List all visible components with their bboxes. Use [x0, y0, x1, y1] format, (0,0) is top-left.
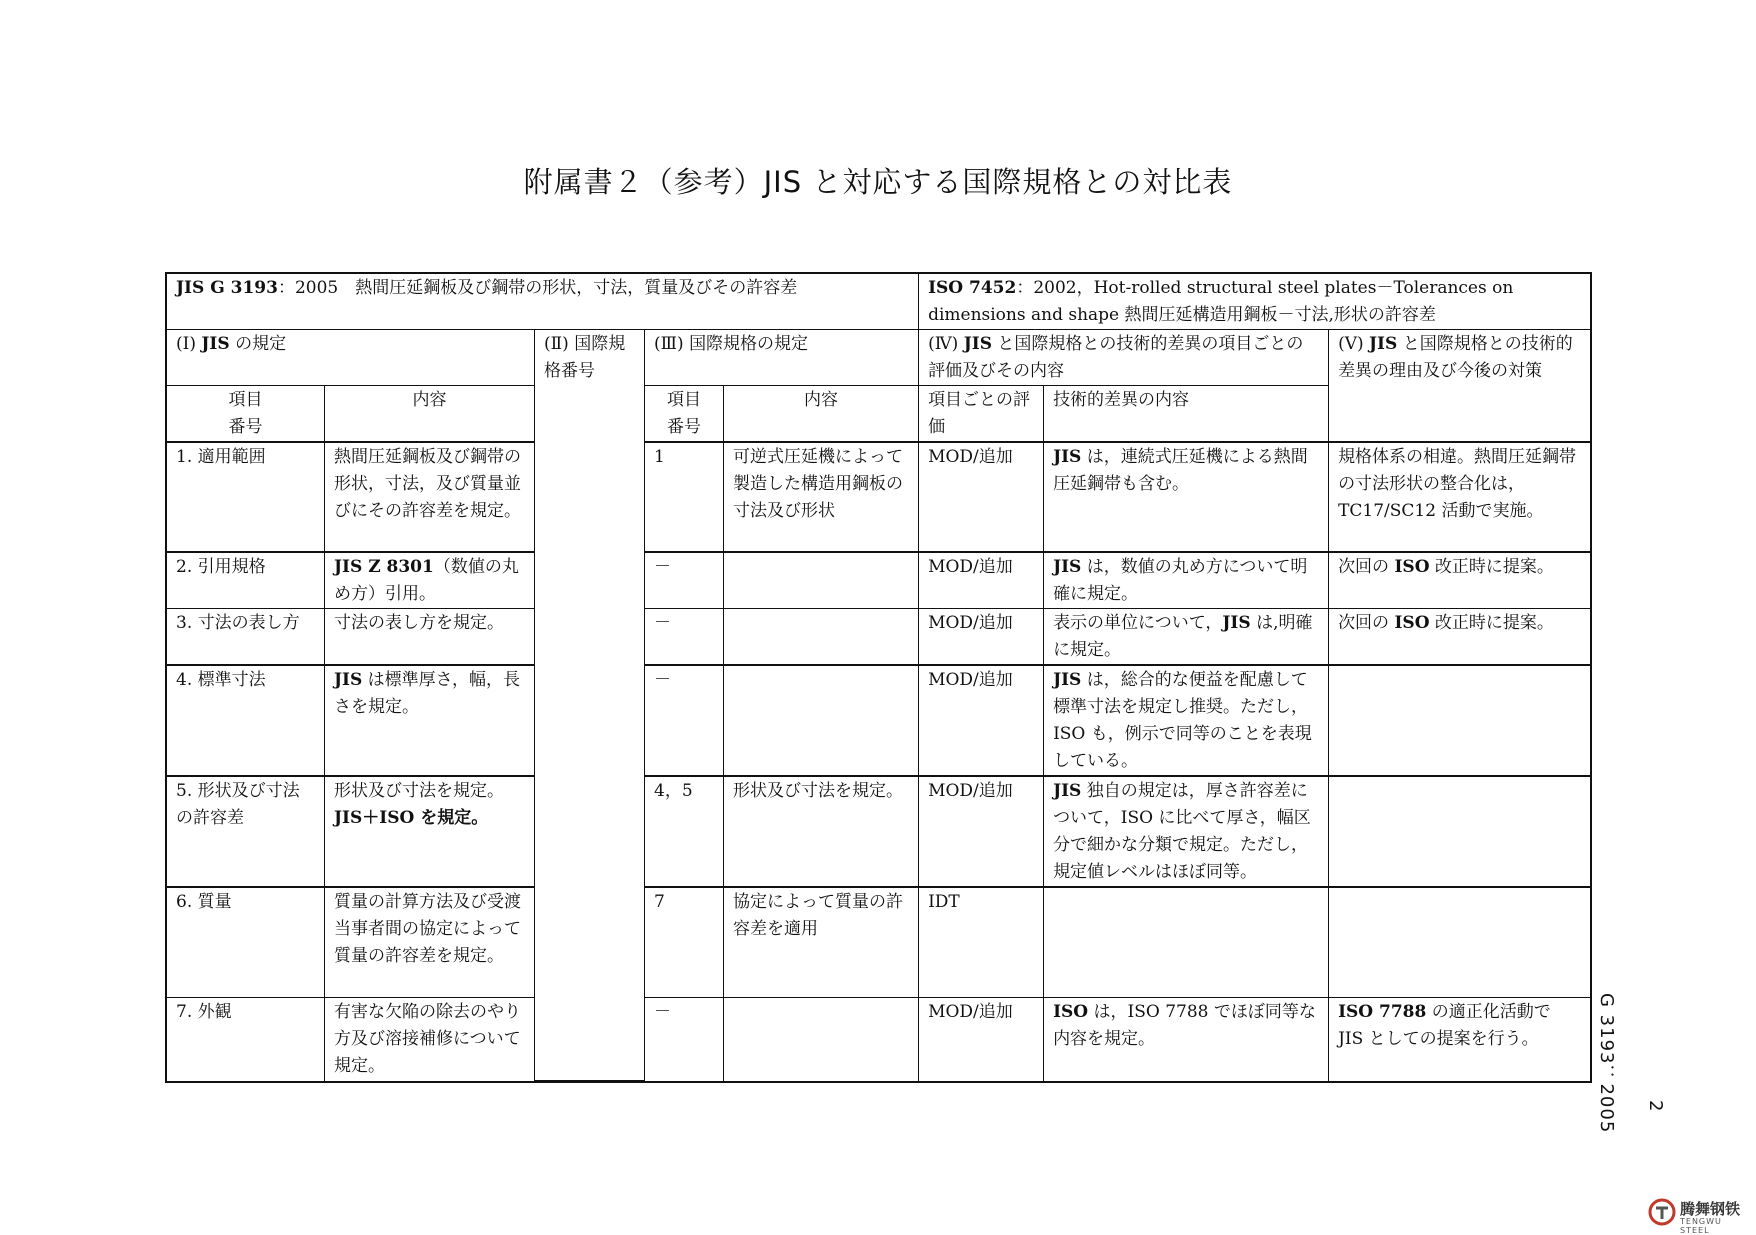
- eval-header: 項目ごとの評価: [919, 386, 1044, 443]
- iso-code: ISO 7452: [928, 278, 1017, 298]
- row-2-diff: [1044, 552, 1329, 609]
- row-4-item: 4. 標準寸法: [167, 665, 325, 776]
- row-4-eval: MOD/追加: [919, 665, 1044, 776]
- watermark-logo: [1648, 1198, 1752, 1235]
- row-5-diff-bold: JIS: [1053, 781, 1082, 801]
- jis-item-header: [167, 386, 325, 443]
- row-1-item: 1. 適用範囲: [167, 442, 325, 552]
- row-3-measure-bold: ISO: [1394, 613, 1430, 633]
- section-1-prefix: (Ⅰ): [176, 334, 202, 354]
- row-4-content-text: は標準厚さ，幅，長さを規定。: [334, 670, 521, 717]
- row-2-measure: [1329, 552, 1591, 609]
- row-3-measure-pre: 次回の: [1338, 613, 1395, 633]
- jis-code: JIS G 3193: [176, 278, 278, 298]
- row-7-content: 有害な欠陥の除去のやり方及び溶接補修について規定。: [325, 997, 535, 1081]
- row-6-iso-number: [535, 887, 645, 997]
- row-7-diff-post: は，ISO 7788 でほぼ同等な内容を規定。: [1053, 1001, 1316, 1049]
- row-1-iso-number: [535, 442, 645, 552]
- row-5-diff: [1044, 776, 1329, 887]
- standards-row: [167, 274, 1591, 330]
- section-4-header: [919, 330, 1329, 386]
- row-3-item: 3. 寸法の表し方: [167, 609, 325, 666]
- table-row: [167, 997, 1591, 1081]
- row-5-iso-number: [535, 776, 645, 887]
- row-3-diff-post: は,明確に規定。: [1053, 613, 1313, 660]
- row-4-iso-number: [535, 665, 645, 776]
- section-1-bold: JIS: [201, 334, 230, 354]
- table-row: [167, 887, 1591, 997]
- row-6-measure: [1329, 887, 1591, 997]
- row-1-diff-post: は，連続式圧延機による熱間圧延鋼帯も含む。: [1053, 447, 1308, 494]
- row-3-content: 寸法の表し方を規定。: [325, 609, 535, 666]
- row-7-diff-bold: ISO: [1053, 1001, 1089, 1022]
- row-3-iso-content: [724, 609, 919, 666]
- logo-chinese-text: 腾舞钢铁: [1680, 1200, 1741, 1218]
- section-4-prefix: (Ⅳ): [928, 334, 964, 354]
- row-6-content: 質量の計算方法及び受渡当事者間の協定によって質量の許容差を規定。: [325, 887, 535, 997]
- section-1-suffix: の規定: [229, 334, 287, 354]
- section-header-row: [167, 330, 1591, 386]
- row-7-item: 7. 外観: [167, 997, 325, 1081]
- section-5-suffix: と国際規格との技術的差異の理由及び今後の対策: [1338, 334, 1573, 381]
- comparison-table: [166, 273, 1591, 1082]
- row-4-content: [325, 665, 535, 776]
- row-2-measure-bold: ISO: [1394, 557, 1430, 577]
- section-4-bold: JIS: [963, 334, 992, 354]
- row-7-measure: [1329, 997, 1591, 1081]
- page-number: 2: [1645, 1100, 1666, 1112]
- row-2-item: 2. 引用規格: [167, 552, 325, 609]
- row-4-measure: [1329, 665, 1591, 776]
- row-2-eval: MOD/追加: [919, 552, 1044, 609]
- row-5-content-line1: 形状及び寸法を規定。: [334, 781, 504, 801]
- side-standard-code: G 3193：2005: [1596, 993, 1617, 1134]
- row-2-iso-number: [535, 552, 645, 609]
- row-5-measure: [1329, 776, 1591, 887]
- row-6-item: 6. 質量: [167, 887, 325, 997]
- jis-content-header: 内容: [325, 386, 535, 443]
- row-7-iso-number: [535, 997, 645, 1081]
- row-6-eval: IDT: [919, 887, 1044, 997]
- section-1-header: [167, 330, 535, 386]
- row-1-iso-item: 1: [645, 442, 724, 552]
- row-1-measure: [1329, 442, 1591, 552]
- section-2-header: (Ⅱ) 国際規格番号: [535, 330, 645, 443]
- row-7-measure-bold: ISO 7788: [1338, 1001, 1427, 1022]
- row-4-diff-post: は，総合的な便益を配慮して標準寸法を規定し推奨。ただし，ISO も，例示で同等のことを表現している。: [1053, 670, 1312, 771]
- row-2-diff-post: は，数値の丸め方について明確に規定。: [1053, 557, 1308, 604]
- row-2-measure-pre: 次回の: [1338, 557, 1395, 577]
- page-title: 附属書２（参考）JIS と対応する国際規格との対比表: [523, 165, 1233, 199]
- row-5-content: [325, 776, 535, 887]
- iso-item-header: [645, 386, 724, 443]
- table-row: [167, 665, 1591, 776]
- row-1-diff: [1044, 442, 1329, 552]
- row-2-iso-content: [724, 552, 919, 609]
- table-row: [167, 552, 1591, 609]
- row-1-content: 熱間圧延鋼板及び鋼帯の形状，寸法，及び質量並びにその許容差を規定。: [325, 442, 535, 552]
- row-5-item: 5. 形状及び寸法の許容差: [167, 776, 325, 887]
- diff-header: 技術的差異の内容: [1044, 386, 1329, 443]
- row-4-content-bold: JIS: [334, 670, 363, 690]
- row-3-measure: [1329, 609, 1591, 666]
- table-row: [167, 442, 1591, 552]
- row-6-iso-content: 協定によって質量の許容差を適用: [724, 887, 919, 997]
- row-3-iso-number: [535, 609, 645, 666]
- row-2-iso-item: －: [645, 552, 724, 609]
- row-4-diff-bold: JIS: [1053, 670, 1082, 690]
- iso-standard-cell: [919, 274, 1591, 330]
- logo-mark-icon: [1648, 1198, 1676, 1226]
- section-4-suffix: と国際規格との技術的差異の項目ごとの評価及びその内容: [928, 334, 1304, 381]
- row-2-measure-post: 改正時に提案。: [1429, 557, 1554, 577]
- iso-item-header-line1: 項目: [667, 390, 701, 410]
- row-5-iso-content: 形状及び寸法を規定。: [724, 776, 919, 887]
- iso-item-header-line2: 番号: [667, 417, 701, 437]
- jis-standard-title: ：2005 熱間圧延鋼板及び鋼帯の形状，寸法，質量及びその許容差: [277, 278, 798, 298]
- jis-item-header-line2: 番号: [228, 417, 263, 437]
- row-6-iso-item: 7: [645, 887, 724, 997]
- row-3-diff-bold: JIS: [1222, 613, 1251, 633]
- section-3-header: (Ⅲ) 国際規格の規定: [645, 330, 919, 386]
- section-5-header: [1329, 330, 1591, 443]
- row-6-diff: [1044, 887, 1329, 997]
- row-4-diff: [1044, 665, 1329, 776]
- row-1-measure-pre: 規格体系の相違。熱間圧延鋼帯の寸法形状の整合化は，TC17/SC12 活動で実施。: [1338, 447, 1577, 521]
- table-row: [167, 776, 1591, 887]
- row-7-iso-item: －: [645, 997, 724, 1081]
- row-5-content-line2: JIS＋ISO を規定。: [334, 808, 489, 828]
- row-5-eval: MOD/追加: [919, 776, 1044, 887]
- section-5-prefix: (Ⅴ): [1338, 334, 1370, 354]
- row-5-iso-item: 4，5: [645, 776, 724, 887]
- row-7-eval: MOD/追加: [919, 997, 1044, 1081]
- row-7-diff: [1044, 997, 1329, 1081]
- row-1-iso-content: 可逆式圧延機によって製造した構造用鋼板の寸法及び形状: [724, 442, 919, 552]
- row-3-eval: MOD/追加: [919, 609, 1044, 666]
- row-2-content-bold: JIS Z 8301: [334, 557, 434, 577]
- row-3-iso-item: －: [645, 609, 724, 666]
- section-5-bold: JIS: [1369, 334, 1398, 354]
- iso-content-header: 内容: [724, 386, 919, 443]
- row-4-iso-content: [724, 665, 919, 776]
- row-1-eval: MOD/追加: [919, 442, 1044, 552]
- jis-item-header-line1: 項目: [228, 390, 263, 410]
- jis-standard-cell: [167, 274, 919, 330]
- table-row: [167, 609, 1591, 666]
- row-4-iso-item: －: [645, 665, 724, 776]
- row-2-content-text: （数値の丸め方）引用。: [334, 557, 519, 604]
- logo-english-text: TENGWU STEEL: [1680, 1217, 1722, 1235]
- row-1-diff-bold: JIS: [1053, 447, 1082, 467]
- row-3-diff-pre: 表示の単位について，: [1053, 613, 1223, 633]
- row-2-diff-bold: JIS: [1053, 557, 1082, 577]
- row-7-measure-post: の適正化活動で JIS としての提案を行う。: [1338, 1001, 1551, 1049]
- row-3-diff: [1044, 609, 1329, 666]
- row-2-content: [325, 552, 535, 609]
- row-3-measure-post: 改正時に提案。: [1429, 613, 1554, 633]
- row-5-diff-post: 独自の規定は，厚さ許容差について，ISO に比べて厚さ，幅区分で細かな分類で規定。ただし，規定値レベルはほぼ同等。: [1053, 781, 1311, 882]
- iso-standard-title: ：2002，Hot-rolled structural steel plates－Tolerances on dimensions and shape 熱間圧延構造用鋼板－寸法,形状の許容差: [928, 278, 1514, 325]
- row-7-iso-content: [724, 997, 919, 1081]
